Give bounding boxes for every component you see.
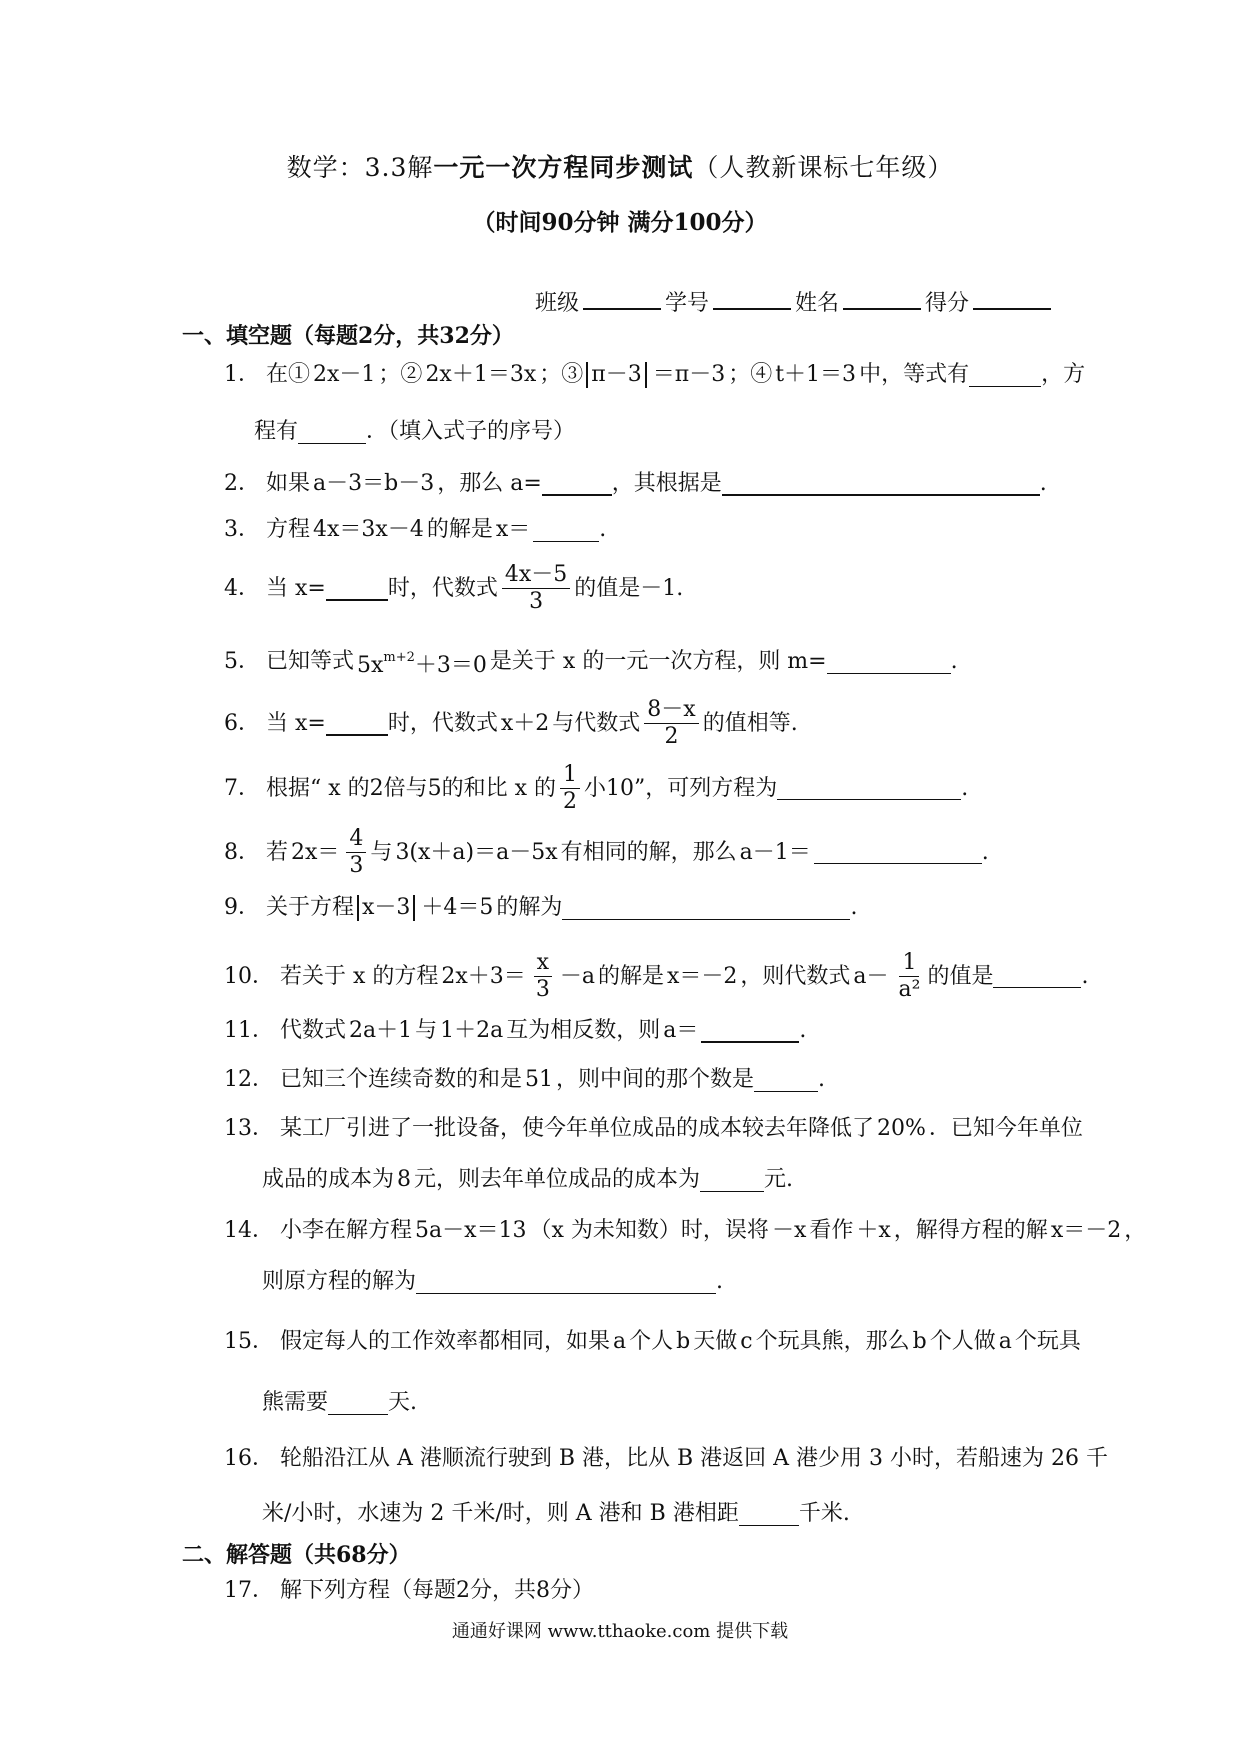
text: 在①	[266, 362, 311, 387]
text: 时，代数式	[387, 710, 498, 736]
math-expression: 2x＋1＝3x	[425, 362, 537, 387]
math-expression: a－3＝b－3	[313, 471, 435, 496]
section-fill-heading: 一、填空题（每题2分，共32分）	[182, 323, 514, 349]
question-number: 2．	[224, 471, 260, 496]
numerator: 8－x	[644, 697, 698, 724]
question-16-line-2	[262, 1499, 850, 1529]
text: 中，等式有	[859, 362, 970, 387]
denominator: 3	[535, 977, 550, 1002]
text: ．（填入式子的序号）	[366, 419, 576, 444]
math-expression: ＋4＝5	[421, 895, 494, 920]
text: 若	[266, 839, 289, 865]
question-13	[224, 1114, 1083, 1144]
number-label: 学号	[665, 291, 710, 316]
text: 互为相反数，则	[506, 1018, 661, 1043]
text: 熊需要	[262, 1390, 329, 1415]
text: 是关于 x 的一元一次方程，则 m=	[489, 649, 827, 674]
text: .	[950, 649, 958, 674]
score-blank[interactable]	[973, 288, 1051, 310]
text: 看作	[809, 1218, 854, 1243]
text: .	[1039, 471, 1047, 496]
math-expression: x＝－2	[666, 963, 738, 989]
math-expression: 8	[397, 1167, 412, 1192]
text: ；②	[378, 362, 423, 387]
answer-blank[interactable]	[562, 897, 850, 920]
text: 的解为	[496, 895, 563, 920]
text: ；④	[728, 362, 773, 387]
math-expression: x＝	[495, 517, 531, 542]
text: ，	[1124, 1218, 1147, 1243]
text: 元，则去年单位成品的成本为	[414, 1167, 701, 1192]
math-variable: c	[740, 1329, 753, 1354]
math-expression: 51	[525, 1067, 554, 1092]
question-number: 8．	[224, 839, 260, 865]
text: 解下列方程（每题2分，共8分）	[280, 1578, 594, 1603]
text: 如果	[266, 471, 311, 496]
question-number: 4．	[224, 575, 260, 601]
question-8	[224, 826, 989, 879]
question-number: 6．	[224, 710, 260, 736]
math-expression: 20%	[877, 1116, 926, 1141]
fraction	[533, 950, 553, 1003]
denominator: a²	[898, 977, 921, 1002]
question-6	[224, 697, 798, 750]
answer-blank[interactable]	[777, 777, 961, 800]
student-info-row	[535, 286, 1055, 317]
question-number: 9．	[224, 895, 260, 920]
question-16	[224, 1444, 1108, 1474]
text: 天.	[388, 1390, 418, 1415]
text: .	[716, 1269, 724, 1294]
question-14-line-2	[262, 1267, 723, 1297]
math-expression: 3(x＋a)＝a－5x	[395, 839, 558, 865]
base: 5x	[357, 653, 384, 678]
class-blank[interactable]	[583, 288, 661, 310]
text: 根据“ x 的2倍与5的和比 x 的	[266, 775, 557, 801]
text: 的解是	[426, 517, 493, 542]
fraction	[346, 826, 366, 879]
math-expression: 2x＝	[291, 839, 340, 865]
text: ．已知今年单位	[928, 1116, 1083, 1141]
question-number: 1．	[224, 362, 260, 387]
text: 方程	[266, 517, 311, 542]
answer-blank[interactable]	[993, 965, 1081, 988]
question-10	[224, 950, 1088, 1003]
text: 米/小时，水速为 2 千米/时，则 A 港和 B 港相距	[262, 1501, 739, 1526]
question-15	[224, 1327, 1081, 1357]
text: 成品的成本为	[262, 1167, 395, 1192]
question-number: 12．	[224, 1067, 274, 1092]
title-part-2: 一元一次方程同步测试	[433, 153, 694, 182]
name-blank[interactable]	[843, 288, 921, 310]
text: 已知等式	[266, 649, 355, 674]
question-number: 13．	[224, 1116, 274, 1141]
question-number: 5．	[224, 649, 260, 674]
math-expression: x＋2	[500, 710, 550, 736]
text: 若关于 x 的方程	[280, 963, 439, 989]
math-variable: a	[613, 1329, 627, 1354]
text: 小10”，可列方程为	[584, 775, 778, 801]
question-number: 7．	[224, 775, 260, 801]
text: 的解是	[597, 963, 664, 989]
question-4	[224, 562, 683, 615]
answer-blank[interactable]	[827, 651, 951, 674]
text: （x 为未知数）时，误将	[529, 1218, 769, 1243]
answer-blank[interactable]	[298, 421, 366, 444]
exponent: m+2	[383, 650, 415, 665]
answer-blank[interactable]	[328, 1392, 388, 1415]
text: 时，代数式	[387, 575, 498, 601]
math-expression: x＝－2	[1050, 1218, 1122, 1243]
answer-blank[interactable]	[326, 712, 388, 736]
text: 程有	[254, 419, 299, 444]
math-expression: 5a－x＝13	[415, 1218, 527, 1243]
numerator: 4	[346, 826, 366, 853]
math-variable: b	[912, 1329, 927, 1354]
text: .	[981, 839, 989, 865]
title-part-3: （人教新课标七年级）	[693, 153, 954, 182]
question-number: 3．	[224, 517, 260, 542]
denominator: 3	[529, 589, 544, 614]
question-number: 11．	[224, 1018, 274, 1043]
text: 与	[415, 1018, 438, 1043]
math-expression: 1＋2a	[440, 1018, 504, 1043]
rest: ＋3＝0	[414, 653, 487, 678]
text: 的值是	[927, 963, 994, 989]
math-expression: －a	[559, 963, 595, 989]
math-expression: 2x－1	[313, 362, 376, 387]
math-expression: t＋1＝3	[775, 362, 857, 387]
answer-blank[interactable]	[326, 577, 388, 601]
answer-blank[interactable]	[969, 364, 1041, 387]
math-expression: －x	[771, 1218, 807, 1243]
answer-blank[interactable]	[416, 1271, 716, 1294]
text: 轮船沿江从 A 港顺流行驶到 B 港，比从 B 港返回 A 港少用 3 小时，若船速为 26 千	[280, 1446, 1109, 1471]
math-expression: a＝	[663, 1018, 699, 1043]
numerator: 1	[560, 762, 580, 789]
footer-credit: 通通好课网 www.tthaoke.com 提供下载	[451, 1621, 789, 1642]
text: .	[850, 895, 858, 920]
text: 小李在解方程	[280, 1218, 413, 1243]
text: 个人做	[929, 1329, 996, 1354]
question-17	[224, 1576, 594, 1606]
title-part-1: 数学：3.3解	[286, 153, 434, 182]
math-variable: b	[676, 1329, 691, 1354]
math-expression: a－	[853, 963, 889, 989]
text: ，则代数式	[740, 963, 851, 989]
numerator: 1	[899, 950, 919, 977]
class-label: 班级	[535, 291, 580, 316]
score-label: 得分	[925, 291, 970, 316]
number-blank[interactable]	[713, 288, 791, 310]
text: .	[818, 1067, 826, 1092]
text: 当 x=	[266, 710, 326, 736]
answer-blank[interactable]	[533, 519, 599, 542]
text: 与	[370, 839, 393, 865]
text: 天做	[693, 1329, 738, 1354]
text: 元.	[764, 1167, 794, 1192]
text: 假定每人的工作效率都相同，如果	[280, 1329, 611, 1354]
fraction	[644, 697, 698, 750]
page-subtitle: （时间90分钟 满分100分）	[472, 209, 768, 236]
fraction	[896, 950, 924, 1003]
question-11	[224, 1016, 806, 1046]
section-answer-heading: 二、解答题（共68分）	[182, 1542, 411, 1568]
question-14	[224, 1216, 1146, 1246]
question-number: 17．	[224, 1578, 274, 1603]
math-expression: ＝π－3	[652, 362, 726, 387]
question-15-line-2	[262, 1388, 417, 1418]
math-variable: a	[998, 1329, 1012, 1354]
math-expression: 2a＋1	[349, 1018, 413, 1043]
text: ，则中间的那个数是	[556, 1067, 755, 1092]
page-title	[0, 148, 1240, 184]
text: ，其根据是	[611, 471, 722, 496]
question-9	[224, 893, 857, 923]
question-number: 16．	[224, 1446, 274, 1471]
denominator: 3	[349, 853, 364, 878]
text: ，解得方程的解	[893, 1218, 1048, 1243]
math-expression	[357, 643, 487, 681]
text: 则原方程的解为	[262, 1269, 417, 1294]
denominator: 2	[664, 724, 679, 749]
question-number: 15．	[224, 1329, 274, 1354]
text: 当 x=	[266, 575, 326, 601]
answer-blank[interactable]	[754, 1069, 818, 1092]
question-number: 14．	[224, 1218, 274, 1243]
numerator: 4x－5	[502, 562, 570, 589]
text: 关于方程	[266, 895, 355, 920]
text: .	[599, 517, 607, 542]
math-expression: 4x＝3x－4	[313, 517, 424, 542]
text: .	[799, 1018, 807, 1043]
text: 有相同的解，那么	[560, 839, 737, 865]
question-3	[224, 515, 606, 545]
text: 个玩具熊，那么	[755, 1329, 910, 1354]
fraction	[502, 562, 570, 615]
math-expression: 2x＋3＝	[441, 963, 526, 989]
answer-blank[interactable]	[814, 841, 982, 864]
name-label: 姓名	[795, 291, 840, 316]
question-13-line-2	[262, 1165, 793, 1195]
question-5	[224, 643, 958, 681]
text: .	[1081, 963, 1089, 989]
text: 的值相等.	[702, 710, 798, 736]
question-2	[224, 469, 1047, 499]
text: 与代数式	[552, 710, 641, 736]
question-1	[224, 360, 1085, 390]
absolute-value: x－3	[357, 895, 415, 921]
text: ，那么 a=	[437, 471, 542, 496]
question-7	[224, 762, 968, 815]
math-expression: ＋x	[856, 1218, 891, 1243]
text: ，方	[1041, 362, 1086, 387]
text: 千米.	[798, 1501, 850, 1526]
answer-blank[interactable]	[701, 1019, 799, 1043]
text: 个人	[629, 1329, 674, 1354]
text: 的值是－1.	[574, 575, 684, 601]
answer-blank[interactable]	[722, 472, 1040, 496]
fraction	[560, 762, 580, 815]
absolute-value: π－3	[586, 362, 646, 388]
text: 个玩具	[1014, 1329, 1081, 1354]
question-12	[224, 1065, 825, 1095]
text: ；③	[539, 362, 584, 387]
answer-blank[interactable]	[700, 1169, 764, 1192]
question-1-line-2	[254, 417, 575, 447]
denominator: 2	[563, 789, 578, 814]
math-expression: a－1＝	[739, 839, 811, 865]
numerator: x	[534, 950, 552, 977]
question-number: 10．	[224, 963, 274, 989]
text: 某工厂引进了一批设备，使今年单位成品的成本较去年降低了	[280, 1116, 875, 1141]
text: 代数式	[280, 1018, 347, 1043]
answer-blank[interactable]	[542, 472, 612, 496]
text: .	[961, 775, 969, 801]
answer-blank[interactable]	[739, 1503, 799, 1526]
text: 已知三个连续奇数的和是	[280, 1067, 523, 1092]
